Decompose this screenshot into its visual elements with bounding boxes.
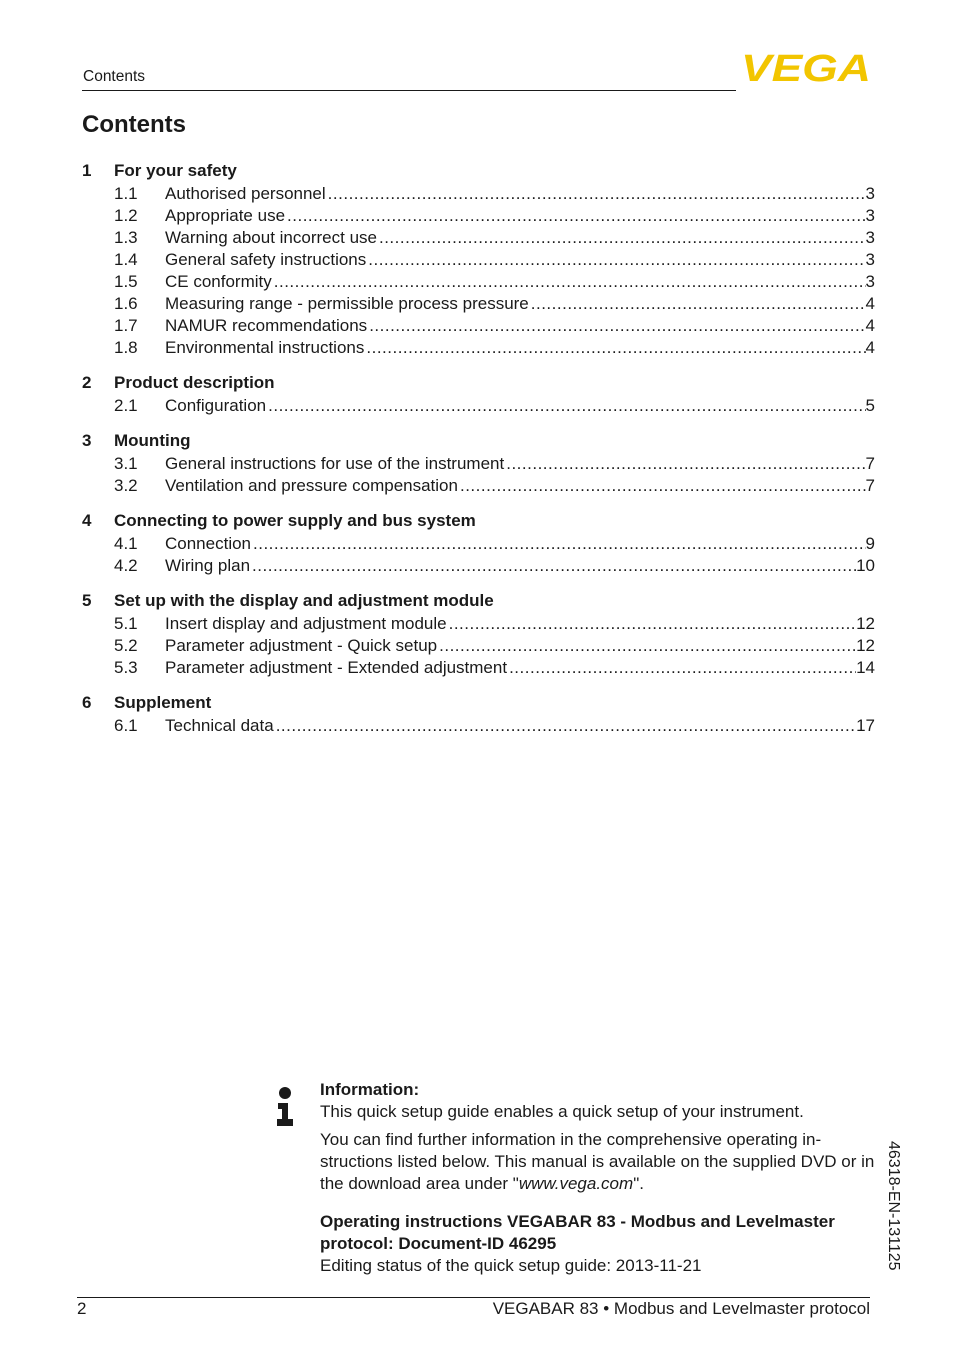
toc-entry-page: 14 <box>856 658 875 677</box>
toc-dot-leader <box>285 205 866 227</box>
toc-entry-page: 7 <box>865 476 875 495</box>
toc-dot-leader <box>266 395 865 417</box>
toc-section-number: 3 <box>82 431 92 450</box>
toc-section-heading[interactable] <box>82 371 875 395</box>
toc-entry-number: 5.1 <box>114 614 138 633</box>
toc-entry-title: Measuring range - permissible process pressure <box>165 294 529 313</box>
toc-entry-number: 1.3 <box>114 228 138 247</box>
table-of-contents <box>82 159 875 749</box>
toc-section-heading[interactable] <box>82 159 875 183</box>
toc-entry[interactable] <box>82 293 875 315</box>
toc-section-number: 5 <box>82 591 92 610</box>
toc-entry-title: Connection <box>165 534 252 553</box>
toc-section-title: Set up with the display and adjustment module <box>114 591 494 610</box>
toc-entry-number: 6.1 <box>114 716 138 735</box>
toc-entry-title: Configuration <box>165 396 267 415</box>
toc-dot-leader <box>364 337 865 359</box>
toc-dot-leader <box>504 453 865 475</box>
toc-entry-page: 4 <box>865 338 875 357</box>
vega-logo <box>741 50 873 84</box>
toc-entry-number: 4.1 <box>114 534 138 553</box>
page-number: 2 <box>77 1299 87 1318</box>
toc-entry-page: 3 <box>865 228 875 247</box>
info-further-text-lead: You can find further information in the comprehensive operating in-structions listed below. This manual is available on the supplied DVD or in the download area under " <box>320 1130 875 1193</box>
document-code: 46318-EN-131125 <box>885 1141 902 1271</box>
toc-entry-title: Ventilation and pressure compensation <box>165 476 458 495</box>
toc-entry-page: 3 <box>865 250 875 269</box>
document-reference: Operating instructions VEGABAR 83 - Modbus and Levelmaster protocol: Document-ID 46295 <box>320 1212 835 1253</box>
svg-text:VEGA: VEGA <box>741 50 871 84</box>
toc-entry-number: 1.4 <box>114 250 138 269</box>
toc-entry[interactable] <box>82 453 875 475</box>
toc-entry-page: 4 <box>865 294 875 313</box>
toc-entry[interactable] <box>82 227 875 249</box>
toc-entry-title: Parameter adjustment - Extended adjustment <box>165 658 508 677</box>
toc-section <box>82 159 875 359</box>
toc-entry-page: 12 <box>856 614 875 633</box>
toc-section-number: 1 <box>82 161 92 180</box>
toc-entry-page: 5 <box>865 396 875 415</box>
toc-entry[interactable] <box>82 533 875 555</box>
info-further-text <box>320 1129 876 1195</box>
toc-entry-page: 12 <box>856 636 875 655</box>
toc-entry[interactable] <box>82 315 875 337</box>
toc-section-number: 2 <box>82 373 92 392</box>
toc-entry[interactable] <box>82 249 875 271</box>
toc-entry-page: 9 <box>865 534 875 553</box>
toc-entry[interactable] <box>82 183 875 205</box>
toc-dot-leader <box>458 475 866 497</box>
header-rule <box>82 90 736 91</box>
toc-entry-number: 3.2 <box>114 476 138 495</box>
info-icon <box>274 1086 296 1126</box>
toc-entry-page: 3 <box>865 184 875 203</box>
toc-entry-number: 5.3 <box>114 658 138 677</box>
toc-dot-leader <box>251 533 866 555</box>
toc-entry-title: CE conformity <box>165 272 272 291</box>
toc-entry-title: General instructions for use of the instrument <box>165 454 505 473</box>
toc-entry-page: 3 <box>865 206 875 225</box>
toc-section-title: Connecting to power supply and bus system <box>114 511 476 530</box>
toc-section-title: For your safety <box>114 161 237 180</box>
toc-entry-title: Authorised personnel <box>165 184 326 203</box>
toc-section-title: Mounting <box>114 431 191 450</box>
toc-entry-title: General safety instructions <box>165 250 367 269</box>
toc-section-heading[interactable] <box>82 509 875 533</box>
toc-dot-leader <box>447 613 856 635</box>
toc-section-title: Supplement <box>114 693 212 712</box>
toc-dot-leader <box>366 249 865 271</box>
toc-entry-title: Appropriate use <box>165 206 286 225</box>
toc-entry-number: 1.1 <box>114 184 138 203</box>
toc-entry-title: Environmental instructions <box>165 338 365 357</box>
toc-entry[interactable] <box>82 657 875 679</box>
toc-dot-leader <box>326 183 866 205</box>
toc-entry-number: 1.7 <box>114 316 138 335</box>
information-note <box>320 1079 876 1277</box>
toc-dot-leader <box>437 635 856 657</box>
toc-entry-title: Insert display and adjustment module <box>165 614 447 633</box>
toc-entry[interactable] <box>82 715 875 737</box>
toc-dot-leader <box>274 715 856 737</box>
toc-entry[interactable] <box>82 205 875 227</box>
toc-section <box>82 429 875 497</box>
info-heading: Information: <box>320 1080 420 1099</box>
toc-section <box>82 589 875 679</box>
footer-rule <box>77 1297 870 1298</box>
toc-entry-title: Technical data <box>165 716 274 735</box>
toc-section <box>82 509 875 577</box>
toc-entry-page: 17 <box>856 716 875 735</box>
toc-entry-number: 1.8 <box>114 338 138 357</box>
toc-dot-leader <box>529 293 866 315</box>
toc-entry-number: 1.5 <box>114 272 138 291</box>
info-further-text-end: ". <box>633 1174 644 1193</box>
toc-entry-title: Warning about incorrect use <box>165 228 377 247</box>
toc-section <box>82 691 875 737</box>
toc-entry[interactable] <box>82 613 875 635</box>
toc-entry[interactable] <box>82 271 875 293</box>
toc-entry-page: 4 <box>865 316 875 335</box>
toc-section-number: 4 <box>82 511 92 530</box>
footer-product-name: VEGABAR 83 • Modbus and Levelmaster protocol <box>492 1299 870 1318</box>
toc-entry-page: 7 <box>865 454 875 473</box>
toc-section-heading[interactable] <box>82 691 875 715</box>
toc-entry-title: Parameter adjustment - Quick setup <box>165 636 438 655</box>
toc-section-heading[interactable] <box>82 589 875 613</box>
toc-entry[interactable] <box>82 635 875 657</box>
toc-section <box>82 371 875 417</box>
page-title: Contents <box>82 111 186 138</box>
toc-entry-number: 4.2 <box>114 556 138 575</box>
header-section-label: Contents <box>83 68 146 85</box>
toc-dot-leader <box>507 657 856 679</box>
editing-status: Editing status of the quick setup guide: 2013-11-21 <box>320 1256 702 1275</box>
toc-entry-title: Wiring plan <box>165 556 251 575</box>
toc-entry-page: 10 <box>856 556 875 575</box>
toc-dot-leader <box>272 271 866 293</box>
toc-dot-leader <box>377 227 866 249</box>
toc-dot-leader <box>250 555 856 577</box>
toc-section-heading[interactable] <box>82 429 875 453</box>
toc-entry-number: 5.2 <box>114 636 138 655</box>
toc-section-title: Product description <box>114 373 275 392</box>
toc-entry[interactable] <box>82 337 875 359</box>
toc-entry-page: 3 <box>865 272 875 291</box>
toc-section-number: 6 <box>82 693 92 712</box>
info-intro: This quick setup guide enables a quick setup of your instrument. <box>320 1102 804 1121</box>
toc-entry-number: 3.1 <box>114 454 138 473</box>
vega-url-link[interactable]: www.vega.com <box>518 1174 634 1193</box>
toc-dot-leader <box>367 315 865 337</box>
toc-entry[interactable] <box>82 395 875 417</box>
toc-entry-number: 1.6 <box>114 294 138 313</box>
toc-entry-title: NAMUR recommendations <box>165 316 368 335</box>
toc-entry[interactable] <box>82 475 875 497</box>
toc-entry[interactable] <box>82 555 875 577</box>
toc-entry-number: 1.2 <box>114 206 138 225</box>
toc-entry-number: 2.1 <box>114 396 138 415</box>
